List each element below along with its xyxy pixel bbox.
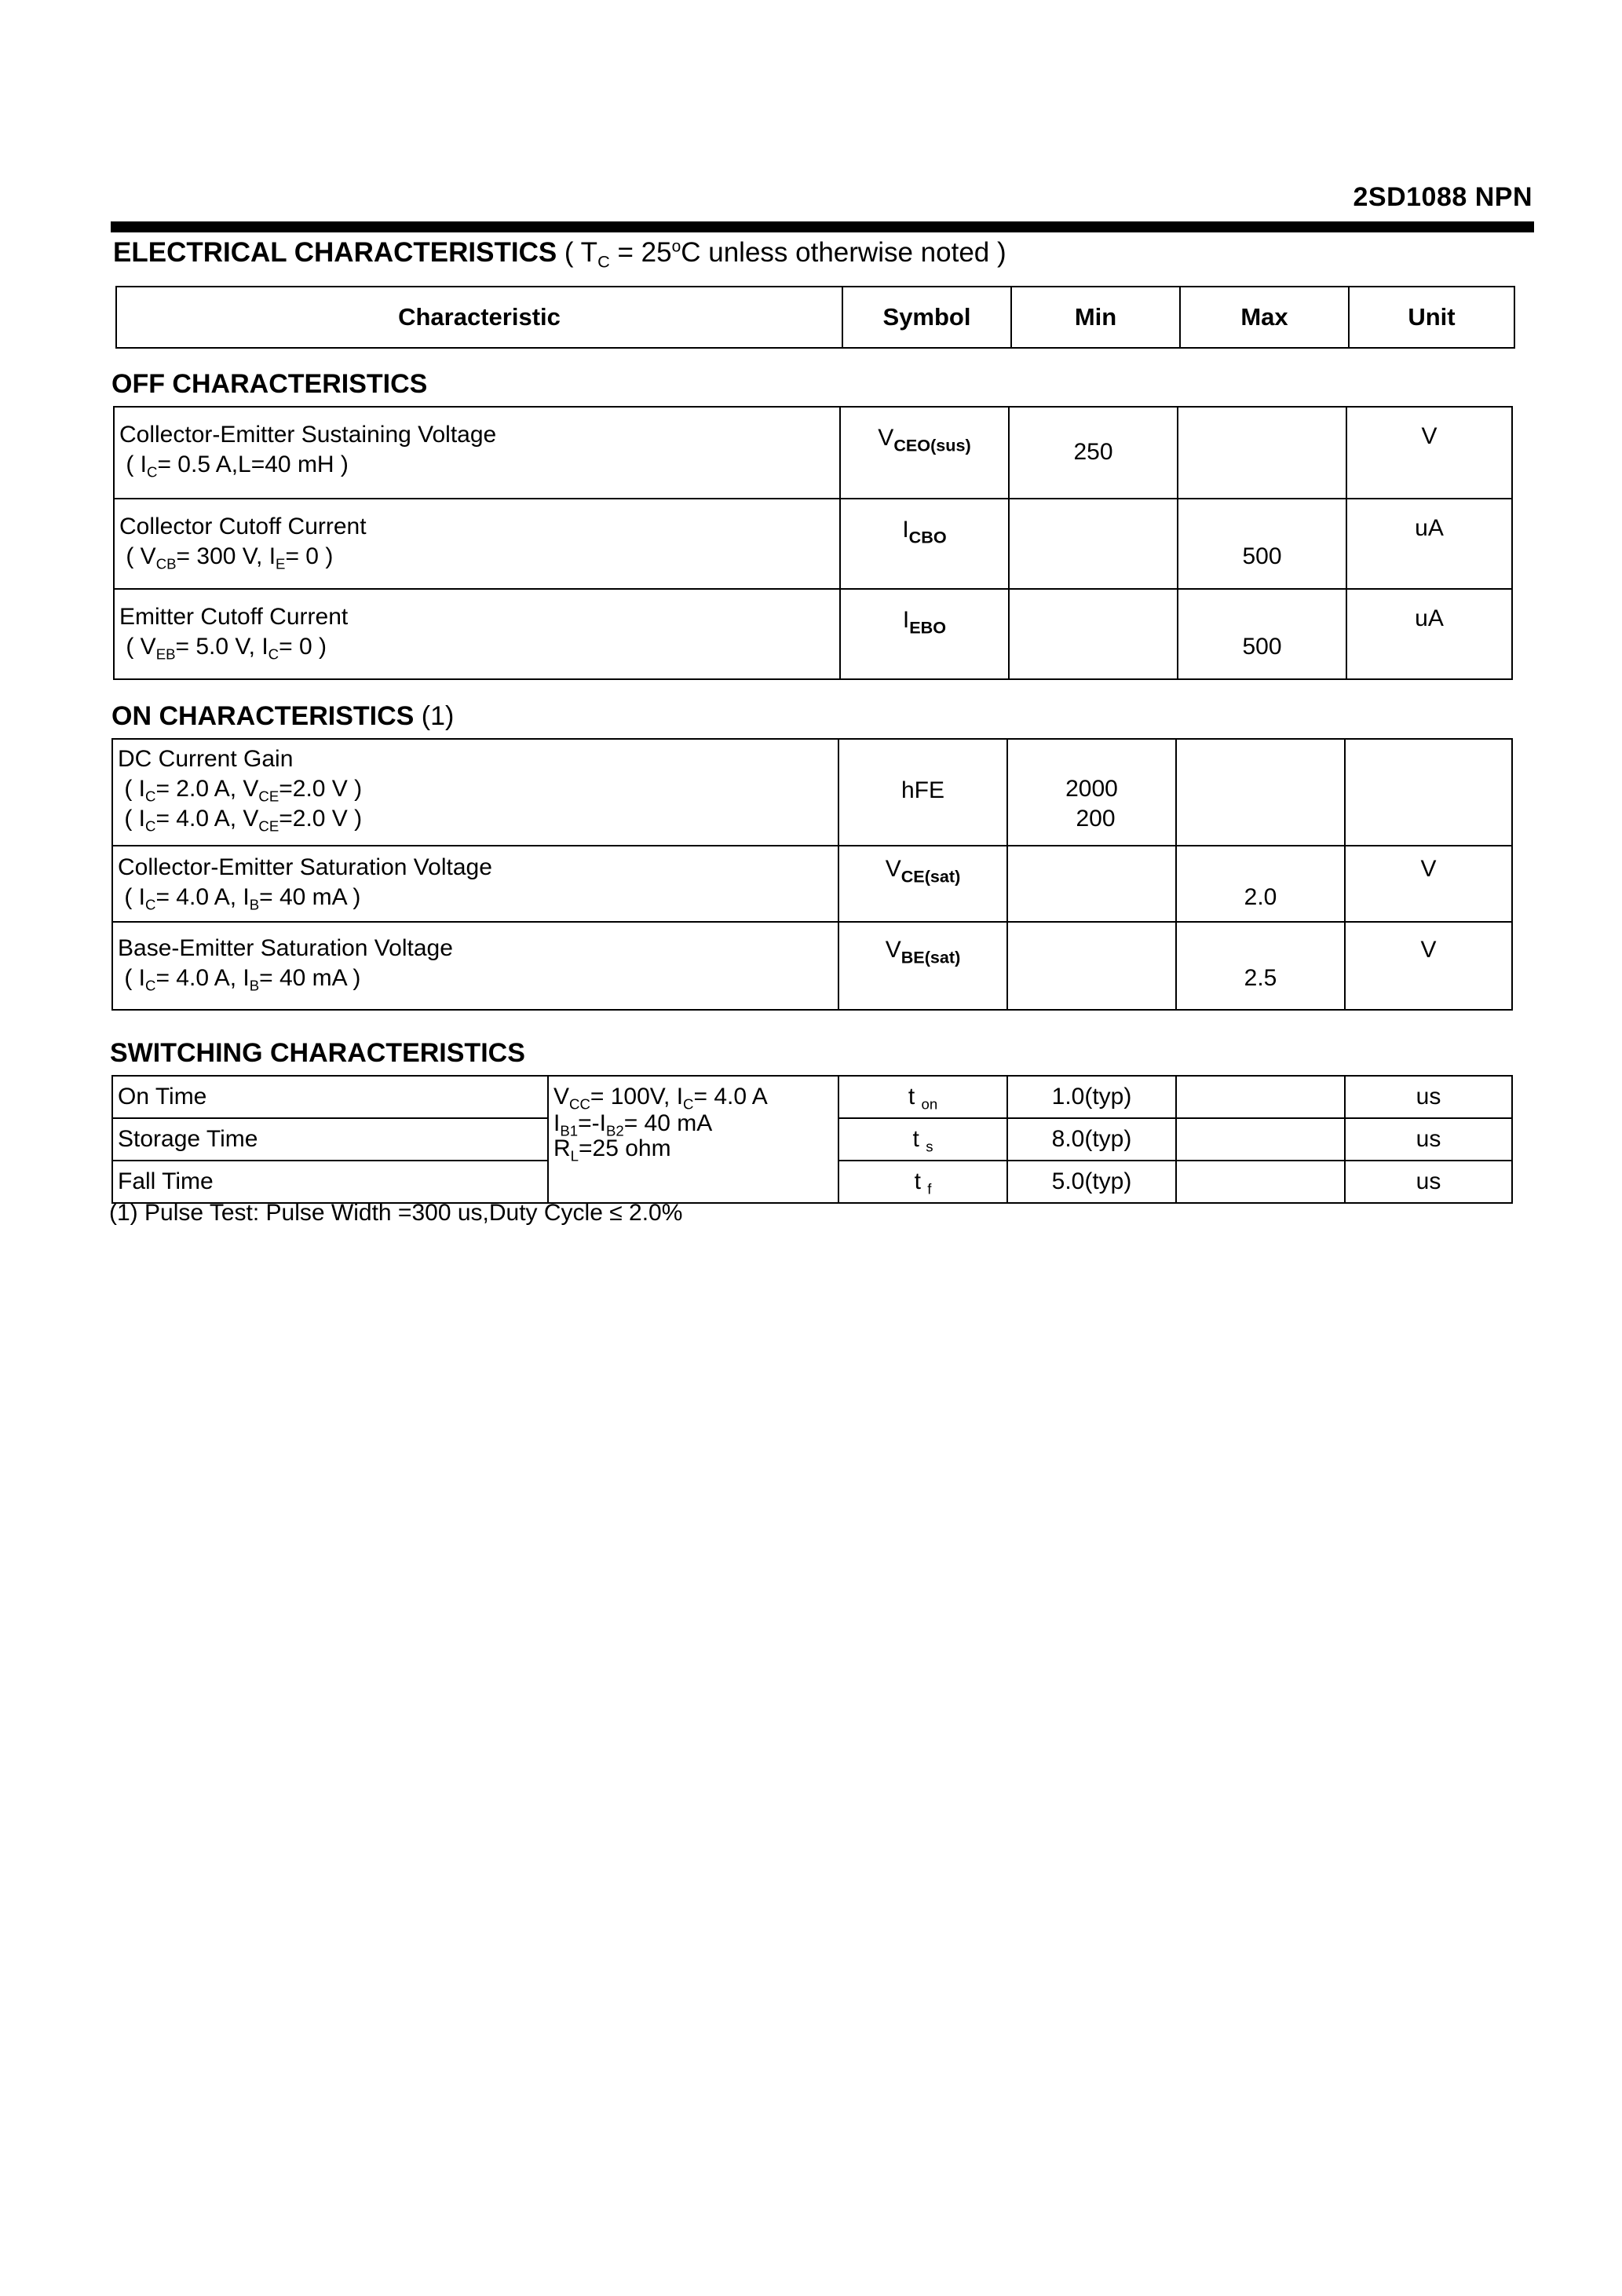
symbol-cell: $I_{EBO}$	[840, 589, 1009, 679]
symbol-cell: $V_{BE(sat)}$	[838, 922, 1007, 1010]
max-cell	[1176, 739, 1345, 846]
min-cell: 1.0(typ)	[1007, 1076, 1176, 1118]
switching-section-title: SWITCHING CHARACTERISTICS	[110, 1038, 525, 1068]
max-cell	[1178, 407, 1346, 499]
max-cell	[1176, 1118, 1345, 1161]
footnote: (1) Pulse Test: Pulse Width =300 us,Duty Cycle ≤ 2.0%	[109, 1200, 683, 1226]
col-symbol: Symbol	[842, 287, 1011, 348]
table-row	[114, 499, 1512, 589]
max-cell	[1176, 1161, 1345, 1203]
unit-cell: V	[1346, 407, 1512, 499]
min-cell: 250	[1009, 407, 1178, 499]
part-number: 2SD1088 NPN	[1353, 182, 1532, 212]
characteristic-cell: Emitter Cutoff Current ( $V_{EB}= 5.0$ V, $I_C= 0$ )	[114, 589, 840, 679]
symbol-cell: $I_{CBO}$	[840, 499, 1009, 589]
min-cell	[1009, 499, 1178, 589]
on-section-title: ON CHARACTERISTICS (1)	[111, 701, 455, 731]
symbol-cell: t $_s$	[838, 1118, 1007, 1161]
table-row	[112, 846, 1512, 922]
unit-cell: us	[1345, 1076, 1512, 1118]
min-cell: 5.0(typ)	[1007, 1161, 1176, 1203]
symbol-cell: $V_{CEO(sus)}$	[840, 407, 1009, 499]
symbol-cell: hFE	[838, 739, 1007, 846]
col-characteristic: Characteristic	[116, 287, 842, 348]
page-title: ELECTRICAL CHARACTERISTICS ( $T_C = 25^oC$ unless otherwise noted )	[113, 237, 1006, 272]
unit-cell: uA	[1346, 589, 1512, 679]
table-row	[112, 1076, 1512, 1118]
unit-cell: us	[1345, 1118, 1512, 1161]
characteristic-cell: DC Current Gain ( $I_C= 2.0$ A, $V_{CE}=2.0$ V ) ( $I_C= 4.0$ A, $V_{CE}=2.0$ V )	[112, 739, 838, 846]
header-table	[115, 286, 1515, 349]
col-unit: Unit	[1349, 287, 1514, 348]
table-row	[114, 407, 1512, 499]
characteristic-cell: On Time	[112, 1076, 548, 1118]
off-table	[113, 406, 1513, 680]
max-cell: 2.0	[1176, 846, 1345, 922]
max-cell: 500	[1178, 499, 1346, 589]
unit-cell: V	[1345, 846, 1512, 922]
characteristic-cell: Collector Cutoff Current ( $V_{CB}= 300$ V, $I_E= 0$ )	[114, 499, 840, 589]
min-cell	[1007, 846, 1176, 922]
max-cell	[1176, 1076, 1345, 1118]
max-cell: 500	[1178, 589, 1346, 679]
max-cell: 2.5	[1176, 922, 1345, 1010]
off-section-title: OFF CHARACTERISTICS	[111, 369, 428, 399]
switching-table	[111, 1075, 1513, 1204]
symbol-cell: t $_{on}$	[838, 1076, 1007, 1118]
unit-cell: us	[1345, 1161, 1512, 1203]
unit-cell: V	[1345, 922, 1512, 1010]
unit-cell	[1345, 739, 1512, 846]
on-table	[111, 738, 1513, 1011]
characteristic-cell: Collector-Emitter Saturation Voltage ( $I_C= 4.0$ A, $I_B= 40$ mA )	[112, 846, 838, 922]
table-row	[114, 589, 1512, 679]
header-rule	[111, 221, 1534, 232]
characteristic-cell: Base-Emitter Saturation Voltage ( $I_C= 4.0$ A, $I_B= 40$ mA )	[112, 922, 838, 1010]
min-cell: 2000 200	[1007, 739, 1176, 846]
min-cell	[1009, 589, 1178, 679]
characteristic-cell: Fall Time	[112, 1161, 548, 1203]
min-cell	[1007, 922, 1176, 1010]
unit-cell: uA	[1346, 499, 1512, 589]
min-cell: 8.0(typ)	[1007, 1118, 1176, 1161]
symbol-cell: $V_{CE(sat)}$	[838, 846, 1007, 922]
table-row	[112, 922, 1512, 1010]
col-min: Min	[1011, 287, 1180, 348]
characteristic-cell: Storage Time	[112, 1118, 548, 1161]
table-row	[112, 739, 1512, 846]
col-max: Max	[1180, 287, 1349, 348]
characteristic-cell: Collector-Emitter Sustaining Voltage ( $I_C= 0.5$ A,L=40 mH )	[114, 407, 840, 499]
test-conditions-cell: $V_{CC}= 100V$, $I_C= 4.0$ A $I_{B1}=-I_{B2}= 40$ mA $R_L=25$ ohm	[548, 1076, 838, 1203]
symbol-cell: t $_f$	[838, 1161, 1007, 1203]
